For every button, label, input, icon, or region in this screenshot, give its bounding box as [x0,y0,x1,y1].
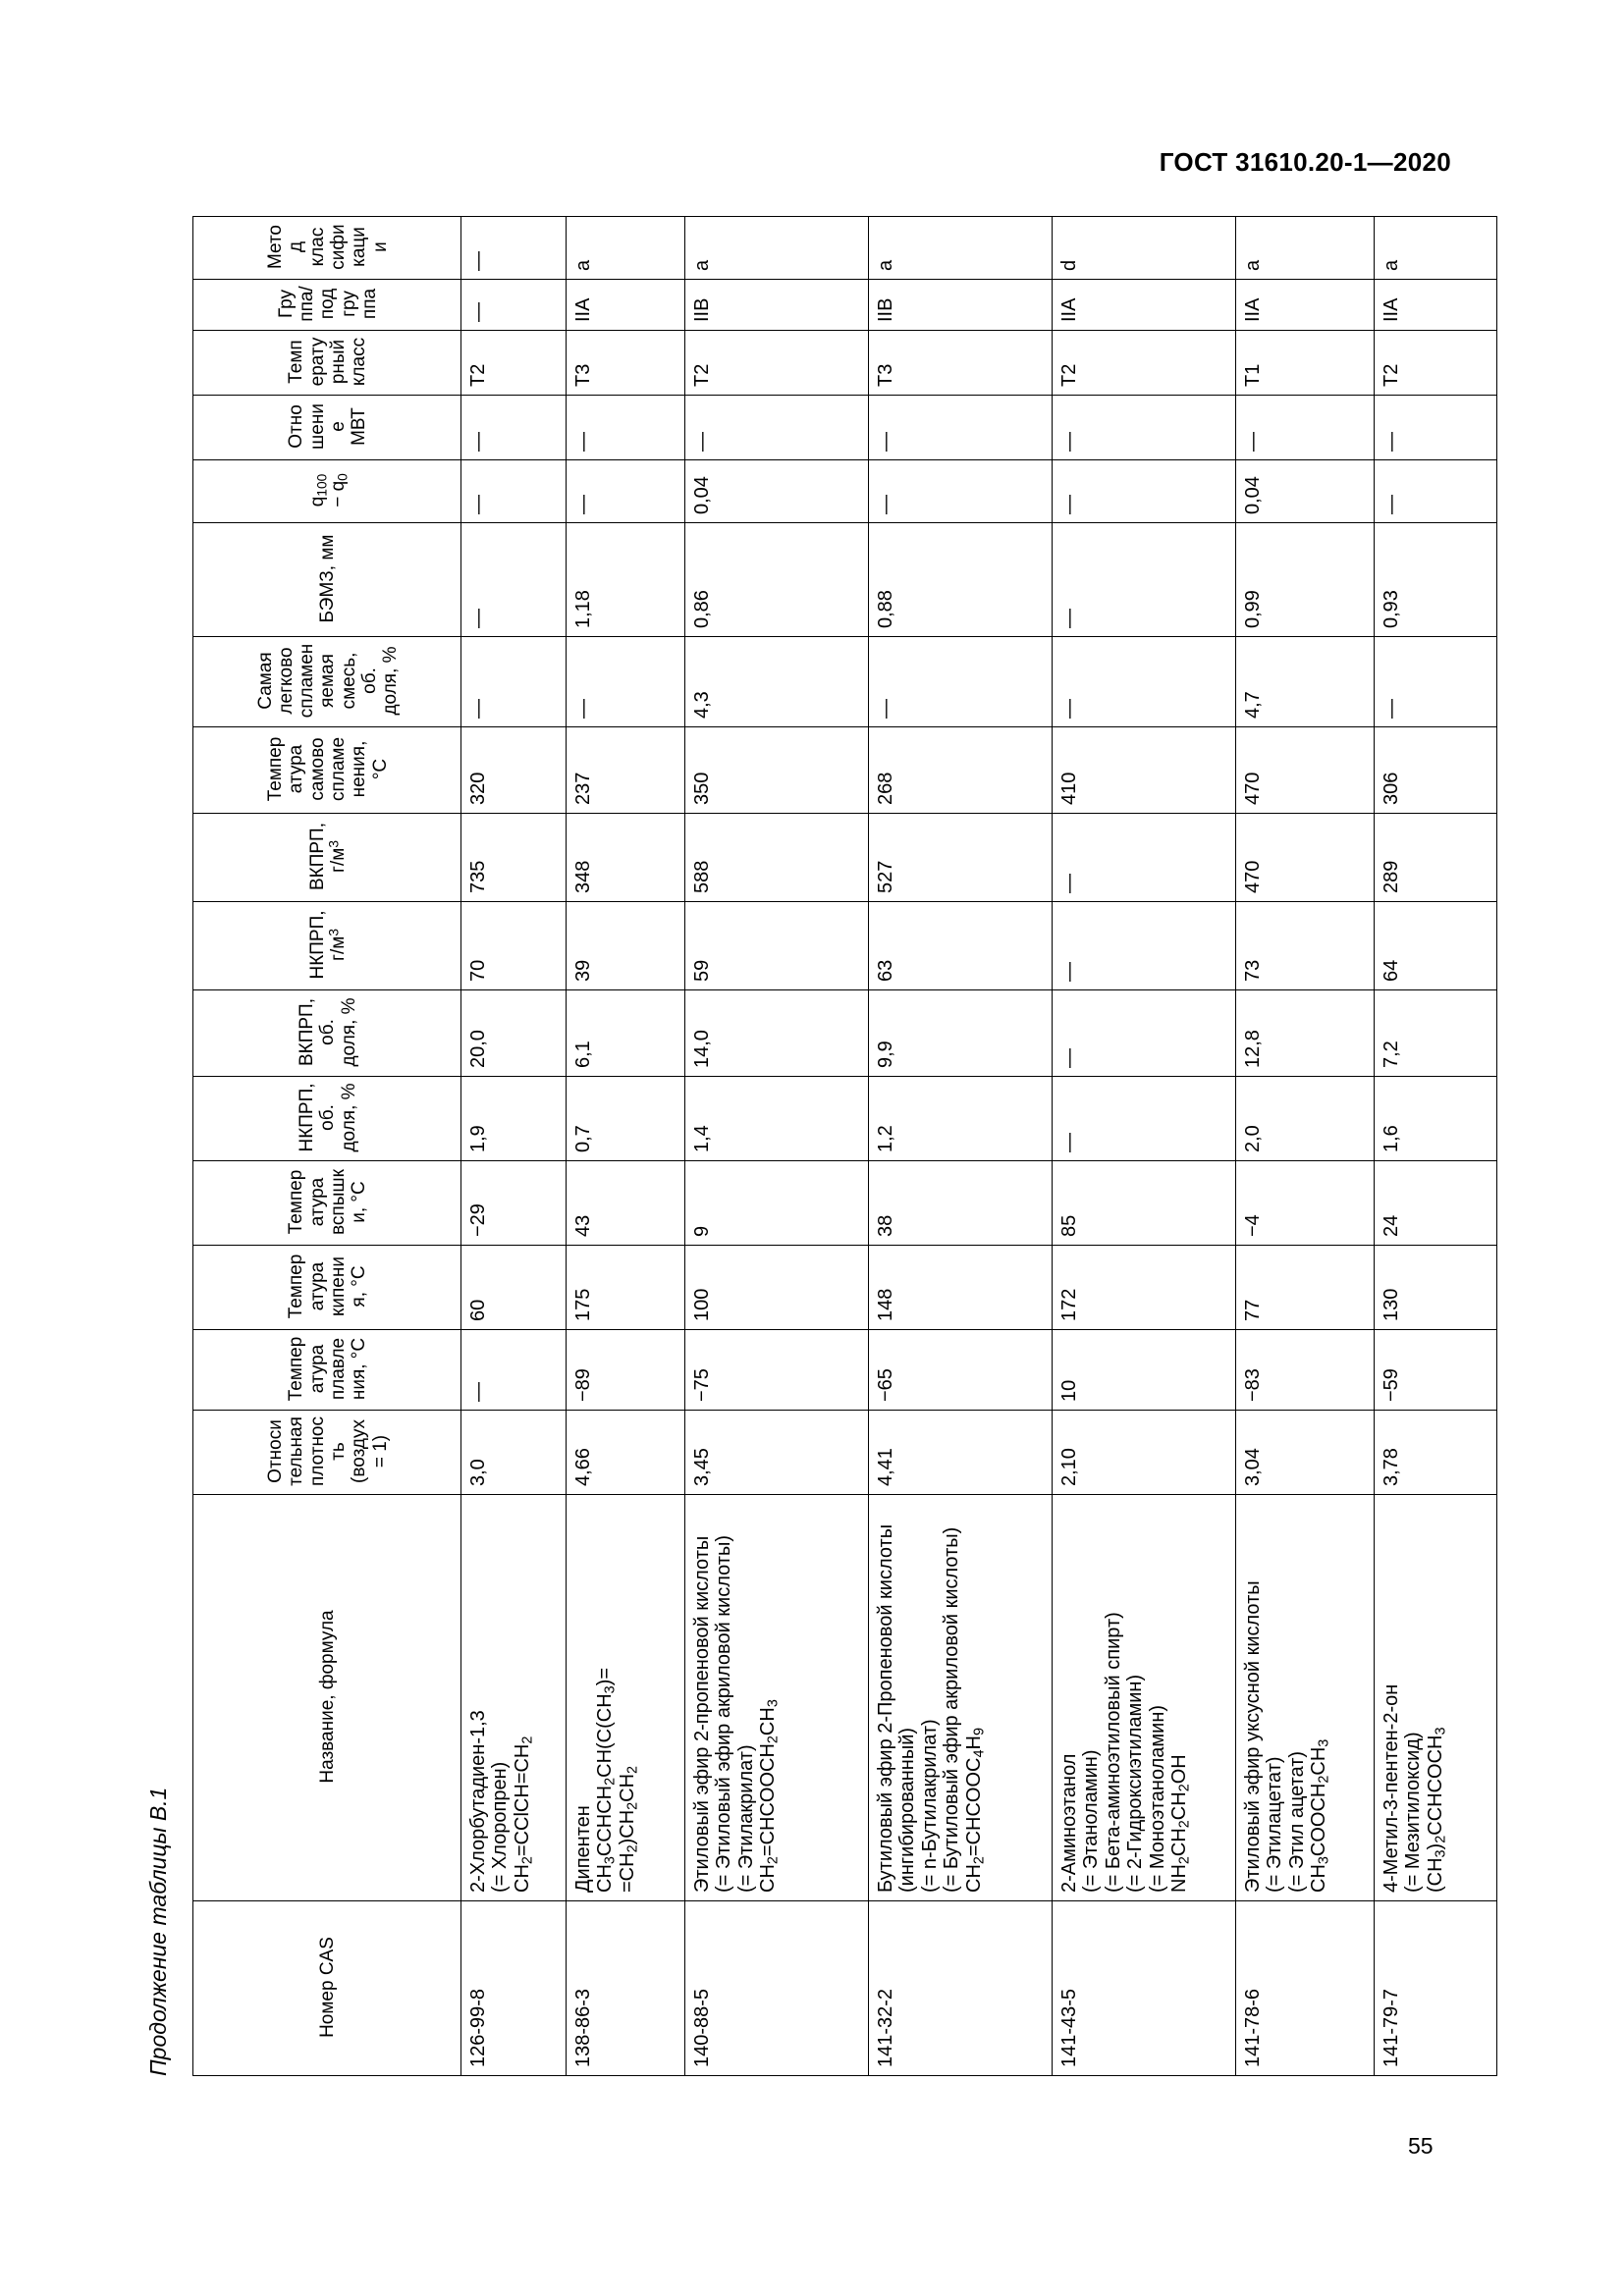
cell-mixture: — [1053,637,1236,727]
table-row [567,217,685,2076]
cell-mic: — [1375,396,1497,460]
cell-group: IIA [1053,280,1236,331]
formula-part: H [962,1735,985,1750]
formula-subscript: 2 [1176,1820,1193,1829]
col-uel-mass-sup: 3 [326,840,342,848]
cell-cas: 141-43-5 [1053,1901,1236,2076]
cell-lel-vol: 1,4 [685,1077,869,1161]
formula-subscript: 3 [1433,1727,1449,1735]
cell-lel-mass: 63 [869,902,1053,990]
formula-part: CH [757,1864,780,1893]
formula [1167,1501,1193,1893]
cell-lel-mass: 64 [1375,902,1497,990]
cell-flash: 9 [685,1161,869,1246]
cell-tclass: T2 [685,331,869,396]
name-line: (= Моноэтаноламин) [1146,1704,1168,1893]
cell-mesg: — [1053,523,1236,637]
cell-melting: −75 [685,1330,869,1411]
standard-designation: ГОСТ 31610.20-1—2020 [1159,147,1451,177]
cell-boiling: 100 [685,1246,869,1330]
cell-density: 4,66 [567,1411,685,1495]
cell-mic: — [567,396,685,460]
formula-subscript: 2 [1316,1775,1332,1784]
formula-subscript: 3 [765,1699,782,1708]
table-row [1236,217,1375,2076]
cell-tclass: T1 [1236,331,1375,396]
cell-mesg: 0,99 [1236,523,1375,637]
name-line: (= Этиловый эфир акриловой кислоты) [713,1535,735,1893]
cell-name [461,1495,567,1901]
formula-part: CH [594,1864,617,1893]
col-melting: Температура плавления, °С [193,1330,461,1411]
cell-uel-vol: 6,1 [567,990,685,1077]
formula-subscript: 2 [765,1735,782,1744]
table-row [461,217,567,2076]
cell-cas: 126-99-8 [461,1901,567,2076]
cell-autoignition: 237 [567,727,685,814]
cell-mic: — [461,396,567,460]
col-uel-mass [193,814,461,902]
col-q [193,460,461,523]
formula-part: =CClCH=CH [511,1743,533,1857]
col-q-label: q [306,496,328,507]
formula-subscript: 9 [971,1728,988,1736]
col-mixture: Самая легковоспламеняемая смесь, об. доля, % [193,637,461,727]
formula-subscript: 2 [602,1777,619,1786]
cell-group: IIA [567,280,685,331]
formula-part: =CH [616,1852,638,1893]
name-line: Бутиловый эфир 2-Пропеновой кислоты (ингибированный) [875,1523,919,1893]
formula [962,1501,988,1893]
cell-mic: — [869,396,1053,460]
cell-name [869,1495,1053,1901]
cell-mixture: — [567,637,685,727]
col-lel-mass [193,902,461,990]
formula-subscript: 3 [1316,1856,1332,1865]
name-line: 4-Метил-3-пентен-2-он [1380,1683,1402,1893]
formula-part: CCHCOCH [1424,1735,1446,1836]
formula [1424,1501,1449,1893]
formula-part: CCHCH [594,1785,617,1857]
cell-flash: 24 [1375,1161,1497,1246]
formula-part: CH [1167,1828,1190,1857]
cell-mesg: 0,88 [869,523,1053,637]
formula-subscript: 3 [602,1856,619,1865]
col-q-sub0: 0 [335,473,351,481]
formula-part: ) [1424,1842,1446,1850]
cell-flash: −29 [461,1161,567,1246]
cell-mixture: — [461,637,567,727]
cell-q: — [1053,460,1236,523]
cell-mesg: 0,86 [685,523,869,637]
cell-autoignition: 320 [461,727,567,814]
name-line: (= Бутиловый эфир акриловой кислоты) [941,1526,963,1893]
cell-uel-mass: 348 [567,814,685,902]
cell-mixture: — [869,637,1053,727]
formula-part: CH [1308,1746,1330,1776]
formula-part: OH [1167,1754,1190,1785]
cell-uel-vol: 12,8 [1236,990,1375,1077]
cell-tclass: T2 [1375,331,1497,396]
cell-uel-mass: 588 [685,814,869,902]
cell-uel-vol: 20,0 [461,990,567,1077]
cell-autoignition: 470 [1236,727,1375,814]
formula-part: =CHCOOCH [757,1743,780,1857]
cell-boiling: 60 [461,1246,567,1330]
formula-subscript: 2 [624,1844,641,1853]
cell-lel-vol: 0,7 [567,1077,685,1161]
col-tclass: Температурный класс [193,331,461,396]
formula-subscript: 2 [1433,1835,1449,1843]
cell-cas: 138-86-3 [567,1901,685,2076]
cell-lel-vol: 2,0 [1236,1077,1375,1161]
cell-group: IIB [869,280,1053,331]
formula-part: CH [757,1707,780,1736]
substances-table [192,216,1497,2076]
cell-uel-vol: 14,0 [685,990,869,1077]
formula-part: CH [511,1864,533,1893]
table-body [461,217,1497,2076]
table-header-row [193,217,461,2076]
cell-flash: 85 [1053,1161,1236,1246]
cell-tclass: T2 [1053,331,1236,396]
cell-lel-mass: 70 [461,902,567,990]
cell-q: 0,04 [685,460,869,523]
cell-melting: −65 [869,1330,1053,1411]
col-flash: Температура вспышки, °С [193,1161,461,1246]
cell-melting: −83 [1236,1330,1375,1411]
cell-cas: 140-88-5 [685,1901,869,2076]
cell-q: — [567,460,685,523]
cell-group: — [461,280,567,331]
formula-part: )= [594,1667,617,1686]
cell-tclass: T2 [461,331,567,396]
name-line: (= Бета-аминоэтиловый спирт) [1102,1612,1124,1893]
cell-melting: −89 [567,1330,685,1411]
cell-method: a [1375,217,1497,280]
formula-part: )CH [616,1809,638,1845]
formula-subscript: 2 [519,1735,536,1744]
formula-subscript: 4 [971,1749,988,1758]
formula-subscript: 2 [1176,1856,1193,1865]
cell-lel-mass: 39 [567,902,685,990]
formula-subscript: 2 [624,1765,641,1774]
rotated-table-area [145,224,1449,2076]
table-row [1375,217,1497,2076]
cell-mesg: 0,93 [1375,523,1497,637]
cell-mic: — [1053,396,1236,460]
cell-uel-vol: 9,9 [869,990,1053,1077]
name-line: (= Этилацетат) [1264,1756,1286,1893]
cell-lel-vol: 1,6 [1375,1077,1497,1161]
col-boiling: Температура кипения, °С [193,1246,461,1330]
cell-density: 3,45 [685,1411,869,1495]
name-line: (= Этилакрилат) [734,1744,757,1893]
cell-cas: 141-79-7 [1375,1901,1497,2076]
formula-part: CH [1167,1791,1190,1821]
cell-name [1236,1495,1375,1901]
col-autoignition: Температура самовоспламенения, °С [193,727,461,814]
col-lel-mass-label: НКПРП, г/м [306,910,349,980]
col-density: Относительная плотность (воздух = 1) [193,1411,461,1495]
cell-mesg: — [461,523,567,637]
formula-part: CH(C(CH [594,1693,617,1778]
cell-autoignition: 350 [685,727,869,814]
formula-part: =CHCOOC [962,1757,985,1857]
cell-mixture: — [1375,637,1497,727]
cell-uel-mass: 735 [461,814,567,902]
cell-method: a [567,217,685,280]
cell-q: — [1375,460,1497,523]
formula-subscript: 3 [602,1685,619,1694]
cell-uel-mass: — [1053,814,1236,902]
cell-name [567,1495,685,1901]
cell-lel-vol: 1,2 [869,1077,1053,1161]
cell-lel-vol: — [1053,1077,1236,1161]
cell-flash: 43 [567,1161,685,1246]
name-line: 2-Хлорбутадиен-1,3 [467,1710,489,1893]
formula-subscript: 3 [1316,1738,1332,1747]
page-number: 55 [1408,2133,1434,2159]
cell-lel-vol: 1,9 [461,1077,567,1161]
cell-mic: — [1236,396,1375,460]
formula-part: COOCH [1308,1783,1330,1857]
cell-melting: — [461,1330,567,1411]
formula-part: CH [962,1864,985,1893]
col-name: Название, формула [193,1495,461,1901]
name-line: (= Этил ацетат) [1285,1750,1308,1893]
cell-name [1053,1495,1236,1901]
col-q-sub100: 100 [314,473,330,497]
col-mic: Отношение МВТ [193,396,461,460]
cell-melting: −59 [1375,1330,1497,1411]
cell-uel-vol: — [1053,990,1236,1077]
cell-group: IIA [1375,280,1497,331]
formula-part: NH [1167,1864,1190,1893]
cell-method: a [869,217,1053,280]
col-method: Метод классификации [193,217,461,280]
cell-name [685,1495,869,1901]
name-line: (= Мезитилоксид) [1402,1732,1425,1893]
col-q-minus: − q [328,480,349,507]
cell-cas: 141-32-2 [869,1901,1053,2076]
cell-mic: — [685,396,869,460]
formula-subscript: 2 [1176,1784,1193,1792]
col-cas: Номер CAS [193,1901,461,2076]
cell-method: — [461,217,567,280]
formula-part: (CH [1424,1857,1446,1893]
cell-q: — [461,460,567,523]
cell-cas: 141-78-6 [1236,1901,1375,2076]
cell-method: a [1236,217,1375,280]
cell-uel-mass: 289 [1375,814,1497,902]
formula-subscript: 2 [971,1856,988,1865]
cell-name [1375,1495,1497,1901]
col-lel-mass-sup: 3 [326,929,342,936]
table-caption: Продолжение таблицы В.1 [145,1787,171,2076]
cell-lel-mass: 59 [685,902,869,990]
cell-group: IIB [685,280,869,331]
cell-q: — [869,460,1053,523]
cell-autoignition: 268 [869,727,1053,814]
cell-mesg: 1,18 [567,523,685,637]
cell-autoignition: 410 [1053,727,1236,814]
cell-melting: 10 [1053,1330,1236,1411]
name-line: Этиловый эфир 2-пропеновой кислоты [691,1535,713,1893]
cell-method: d [1053,217,1236,280]
name-line: Дипентен [572,1805,594,1893]
cell-uel-vol: 7,2 [1375,990,1497,1077]
cell-density: 3,78 [1375,1411,1497,1495]
formula [594,1501,641,1893]
col-uel-mass-label: ВКПРП, г/м [306,823,349,891]
cell-uel-mass: 527 [869,814,1053,902]
cell-flash: 38 [869,1161,1053,1246]
cell-flash: −4 [1236,1161,1375,1246]
name-line: (= Хлоропрен) [489,1761,512,1893]
table-row [1053,217,1236,2076]
col-lel-vol: НКПРП, об. доля, % [193,1077,461,1161]
cell-boiling: 172 [1053,1246,1236,1330]
name-line: (= 2-Гидроксиэтиламин) [1124,1674,1147,1893]
formula [757,1501,782,1893]
name-line: 2-Аминоэтанол [1058,1753,1080,1893]
col-uel-vol: ВКПРП, об. доля, % [193,990,461,1077]
formula-part: CH [616,1773,638,1802]
cell-density: 4,41 [869,1411,1053,1495]
formula-part: CH [1308,1864,1330,1893]
formula-subscript: 2 [765,1856,782,1865]
table-row [685,217,869,2076]
cell-boiling: 148 [869,1246,1053,1330]
cell-mixture: 4,7 [1236,637,1375,727]
cell-boiling: 77 [1236,1246,1375,1330]
col-mesg: БЭМЗ, мм [193,523,461,637]
cell-group: IIA [1236,280,1375,331]
cell-density: 2,10 [1053,1411,1236,1495]
cell-lel-mass: 73 [1236,902,1375,990]
formula [511,1501,536,1893]
cell-uel-mass: 470 [1236,814,1375,902]
cell-boiling: 175 [567,1246,685,1330]
cell-density: 3,0 [461,1411,567,1495]
name-line: Этиловый эфир уксусной кислоты [1242,1580,1264,1893]
cell-mixture: 4,3 [685,637,869,727]
cell-autoignition: 306 [1375,727,1497,814]
cell-boiling: 130 [1375,1246,1497,1330]
cell-tclass: T3 [567,331,685,396]
col-group: Группа/подгруппа [193,280,461,331]
name-line: (= n-Бутилакрилат) [918,1719,941,1893]
cell-tclass: T3 [869,331,1053,396]
cell-q: 0,04 [1236,460,1375,523]
formula-subscript: 3 [1433,1849,1449,1858]
formula-subscript: 2 [519,1856,536,1865]
table-row [869,217,1053,2076]
formula-subscript: 2 [624,1801,641,1810]
cell-method: a [685,217,869,280]
cell-density: 3,04 [1236,1411,1375,1495]
cell-lel-mass: — [1053,902,1236,990]
formula [1308,1501,1332,1893]
name-line: (= Этаноламин) [1080,1749,1103,1893]
